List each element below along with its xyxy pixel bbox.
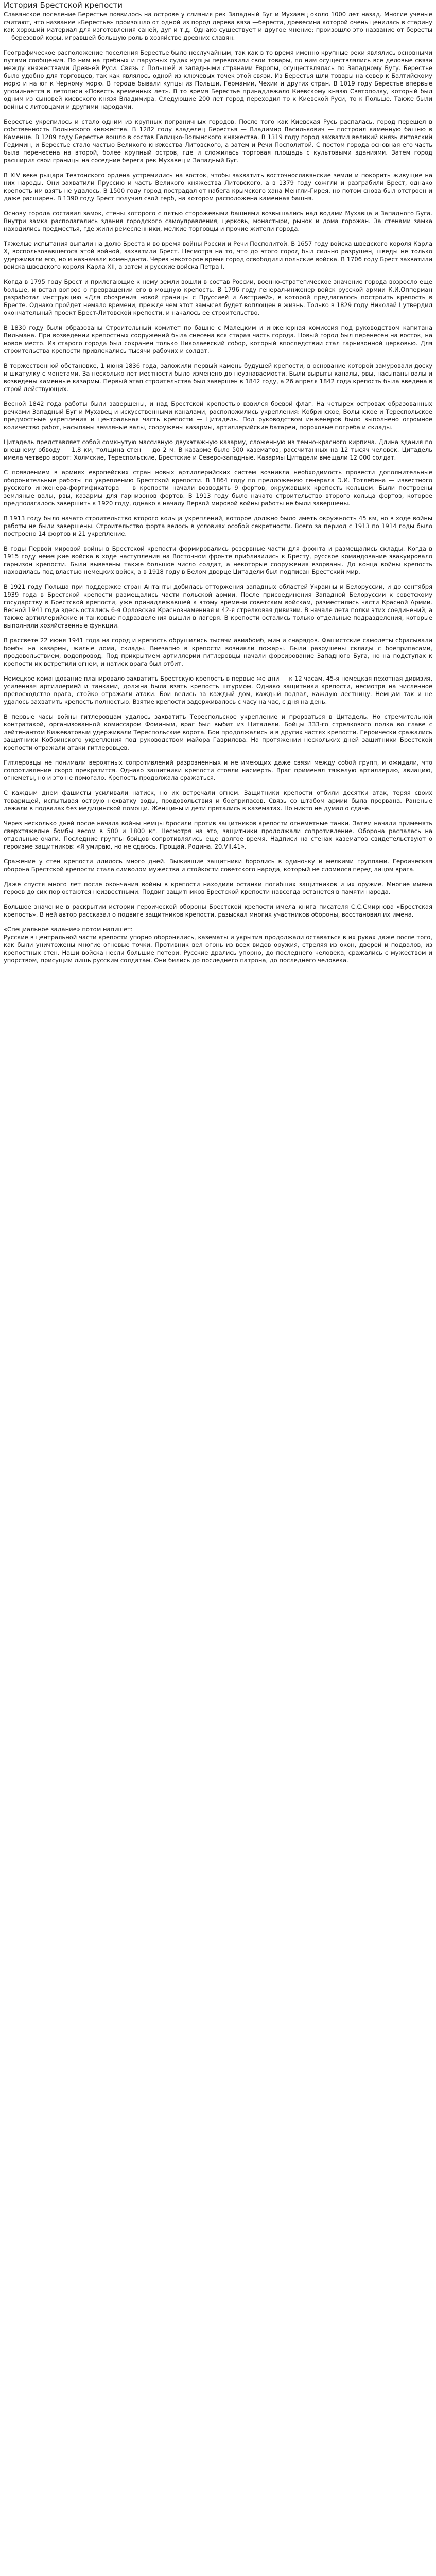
- article-paragraph: В торжественной обстановке, 1 июня 1836 года, заложили первый камень будущей крепости, в основание которой замуровали доску и шкатулку с монетами. За несколько лет местности было изменено до неузнаваемости. Были вырыты каналы, рвы, насыпаны валы и возведены каменные казармы. Первый этап строительства был завершен в 1842 году, а 26 апреля 1842 года крепость была введена в строй действующих.: [4, 362, 432, 393]
- article-paragraph: Основу города составил замок, стены которого с пятью сторожевыми башнями возвышались над водами Мухавца и Западного Буга. Внутри замка располагались здания городского самоуправления, церковь, монастыри, рынок и дома горожан. За стенами замка находились предместья, где жили ремесленники, мелкие торговцы и прочие жители города.: [4, 210, 432, 232]
- article-paragraph: В 1830 году были образованы Строительный комитет по башне с Малецким и инженерная комиссия под руководством капитана Вильмана. При возведении крепостных сооружений была снесена вся старая часть города. Новый город был перенесен на восток, на новое место. Из старого города был сохранен только Николаевский собор, который впоследствии стал гарнизонной церковью. Для строительства крепости привлекались тысячи рабочих и солдат.: [4, 324, 432, 354]
- article-paragraph: Русские в центральной части крепости упорно оборонялись, казематы и укрытия продолжали оставаться в их руках даже после того, как были уничтожены многие огневые точки. Противник вел огонь из всех видов оружия, стреляя из окон, дверей и подвалов, из крепостных стен. Наши войска несли большие потери. Русские дрались упорно, до последнего человека, сражались с мужеством и упорством, присущим лишь русским солдатам. Они бились до последнего патрона, до последнего человека.: [4, 934, 432, 964]
- article-paragraph: Тяжелые испытания выпали на долю Бреста и во время войны России и Речи Посполитой. В 1657 году войска шведского короля Карла X, воспользовавшегося этой войной, захватили Брест. Несмотря на то, что до этого город был сильно разрушен, шведы не только удерживали его, но и назначали коменданта. Через некоторое время город освободили польские войска. В 1706 году Брест захватили войска шведского короля Карла XII, а затем и русские войска Петра I.: [4, 240, 432, 270]
- article-paragraph: В первые часы войны гитлеровцам удалось захватить Тереспольское укрепление и прорваться в Цитадель. Но стремительной контратакой, организованной комиссаром Фоминым, враг был выбит из Цитадели. Бойцы 333-го стрелкового полка во главе с лейтенантом Кижеватовым удерживали Тереспольские ворота. Бои продолжались и в других частях крепости. Героически сражались защитники Кобринского укрепления под руководством майора Гаврилова. На протяжении нескольких дней защитники Брестской крепости отражали атаки гитлеровцев.: [4, 713, 432, 751]
- article-paragraph: В рассвете 22 июня 1941 года на город и крепость обрушились тысячи авиабомб, мин и снарядов. Фашистские самолеты сбрасывали бомбы на казармы, жилые дома, склады. Внезапно в крепости возникли пожары. Были разрушены склады с боеприпасами, продовольствием, водопровод. Под прикрытием артиллерии гитлеровцы начали форсирование Западного Буга, но на подступах к крепости их встретили огнем, и натиск врага был отбит.: [4, 637, 432, 667]
- article-paragraph: Когда в 1795 году Брест и прилегающие к нему земли вошли в состав России, военно-стратегическое значение города возросло еще больше, и встал вопрос о превращении его в мощную крепость. В 1796 году генерал-инженер войск русской армии К.И.Опперман разработал инструкцию «Для обозрения новой границы с Пруссией и Австрией», в которой предлагалось построить крепость в Бресте. Однако пройдет немало времени, прежде чем этот замысел будет воплощен в жизнь. Только в 1829 году Николай I утвердил окончательный проект Брест-Литовской крепости, и началось ее строительство.: [4, 278, 432, 316]
- article-paragraph: Гитлеровцы не понимали вероятных сопротивлений разрозненных и не имеющих даже связи между собой групп, и ожидали, что сопротивление скоро прекратится. Однако защитники крепости стояли насмерть. Враг применял тяжелую артиллерию, авиацию, огнеметы, но и это не помогало. Крепость продолжала сражаться.: [4, 759, 432, 782]
- article-body: [4, 11, 432, 964]
- article-paragraph: С каждым днем фашисты усиливали натиск, но их встречали огнем. Защитники крепости отбили десятки атак, теряя своих товарищей, испытывая острую нехватку воды, продовольствия и боеприпасов. Связь со штабом армии была прервана. Раненые лежали в подвалах без медицинской помощи. Женщины и дети прятались в казематах. Но никто не думал о сдаче.: [4, 789, 432, 812]
- article-paragraph: Немецкое командование планировало захватить Брестскую крепость в первые же дни — к 12 часам. 45-я немецкая пехотная дивизия, усиленная артиллерией и танками, должна была взять крепость штурмом. Однако защитники крепости, несмотря на численное превосходство врага, стойко отражали атаки. Бои велись за каждый дом, каждый подвал, каждую лестницу. Немцам так и не удалось захватить крепость полностью. Взятие крепости задерживалось с часу на час, с дня на день.: [4, 675, 432, 705]
- article-paragraph: В годы Первой мировой войны в Брестской крепости формировались резервные части для фронта и размещались склады. Когда в 1915 году немецкие войска в ходе наступления на Восточном фронте приблизились к Бресту, русское командование эвакуировало гарнизон крепости. Были вывезены также большое число солдат, а некоторые сооружения взорваны. До конца войны крепость находилась под властью немецких войск, а в 1918 году в Белом дворце Цитадели был подписан Брестский мир.: [4, 545, 432, 575]
- article-paragraph: Славянское поселение Берестье появилось на острове у слияния рек Западный Буг и Мухавец около 1000 лет назад. Многие ученые считают, что название «Берестье» произошло от одной из пород дерева вяза —береста, древесина которой очень ценилась в старину как хороший материал для изготовления саней, дуг и т.д. Однако существует и другое мнение: произошло это название от бересты — березовой коры, игравшей большую роль в хозяйстве древних славян.: [4, 11, 432, 41]
- article-paragraph: Большое значение в раскрытии истории героической обороны Брестской крепости имела книга писателя С.С.Смирнова «Брестская крепость». В ней автор рассказал о подвиге защитников крепости, разыскал многих участников обороны, восстановил их имена.: [4, 903, 432, 918]
- article-paragraph: В 1921 году Польша при поддержке стран Антанты добилась отторжения западных областей Украины и Белоруссии, и до сентября 1939 года в Брестской крепости размещались части польской армии. После присоединения Западной Белоруссии к советскому государству в Брестской крепости, уже принадлежавшей к этому времени советским войскам, разместились части Красной Армии. Весной 1941 года здесь остались 6-я Орловская Краснознаменная и 42-я стрелковая дивизии. В начале лета полки этих соединений, а также артиллерийские и танковые подразделения вышли в лагеря. В крепости остались только отдельные подразделения, которые выполняли хозяйственные функции.: [4, 583, 432, 629]
- article-paragraph: Берестье укрепилось и стало одним из крупных пограничных городов. После того как Киевская Русь распалась, город перешел в собственность Волынского княжества. В 1282 году владелец Берестья — Владимир Василькович — построил каменную башню в Каменце. В 1289 году Берестье вошло в состав Галицко-Волынского княжества. В 1319 году город захватил великий князь литовский Гедимин, и Берестье стало частью Великого княжества Литовского, а затем и Речи Посполитой. С постом города основная его часть была перенесена на второй, более крупный остров, где и сложилась торговая площадь с культовыми зданиями. Затем город расширил свои границы на соседние берега рек Мухавец и Западный Буг.: [4, 118, 432, 164]
- article-paragraph: Географическое расположение поселения Берестье было неслучайным, так как в то время именно крупные реки являлись основными путями сообщения. По ним на гребных и парусных судах купцы перевозили свои товары, по ним осуществлялись все деловые связи между княжествами Древней Руси. Связь с Польшей и западными странами Европы, осуществлялась по Западному Бугу. Берестье было удобно для торговцев, так как являлось одной из ключевых точек этой связи. Из Берестья шли товары на север к Балтийскому морю и на юг к Черному морю. В городе бывали купцы из Польши, Германии, Чехии и других стран. В 1019 году Берестье впервые упоминается в летописи «Повесть временных лет». В то время Берестье принадлежало Киевскому князю Святополку, который был одним из сыновей киевского князя Владимира. Следующие 200 лет город переходил то к Киевской Руси, то к Польше. Также были войны с литовцами и другими народами.: [4, 49, 432, 110]
- article-paragraph: Через несколько дней после начала войны немцы бросили против защитников крепости огнеметные танки. Затем начали применять сверхтяжелые бомбы весом в 500 и 1800 кг. Несмотря на это, защитники продолжали сопротивление. Оборона распалась на отдельные очаги. Последние группы бойцов сопротивлялись еще долгое время. Надписи на стенах казематов свидетельствуют о героизме защитников: «Я умираю, но не сдаюсь. Прощай, Родина. 20.VII.41».: [4, 820, 432, 850]
- article-paragraph: Сражение у стен крепости длилось много дней. Выжившие защитники боролись в одиночку и мелкими группами. Героическая оборона Брестской крепости стала символом мужества и стойкости советского народа, который не сломился перед лицом врага.: [4, 858, 432, 873]
- article-paragraph: В 1913 году было начато строительство второго кольца укреплений, которое должно было иметь окружность 45 км, но в ходе войны работы не были завершены. Строительство форта велось в условиях особой секретности. Всего за период с 1913 по 1914 годы было построено 14 фортов и 21 укрепление.: [4, 515, 432, 537]
- article-paragraph: Весной 1842 года работы были завершены, и над Брестской крепостью взвился боевой флаг. На четырех островах образованных речками Западный Буг и Мухавец и искусственными каналами, расположились укрепления: Кобринское, Волынское и Тереспольское предмостные укрепления и центральная часть крепости — Цитадель. Под руководством инженеров было выполнено огромное количество работ, насыпаны земляные валы, сооружены казармы, артиллерийские батареи, пороховые погреба и склады.: [4, 400, 432, 431]
- article-paragraph: Даже спустя много лет после окончания войны в крепости находили останки погибших защитников и их оружие. Многие имена героев до сих пор остаются неизвестными. Подвиг защитников Брестской крепости навсегда останется в памяти народа.: [4, 880, 432, 895]
- article: [0, 0, 436, 964]
- article-paragraph: В XIV веке рыцари Тевтонского ордена устремились на восток, чтобы захватить восточнославянские земли и покорить живущие на них народы. Они захватили Пруссию и часть Великого княжества Литовского, а в 1379 году сожгли и разграбили Брест, однако крепость им взять не удалось. В 1500 году город пострадал от набега крымского хана Менгли-Гирея, но потом снова был отстроен и даже расширен. В 1390 году Брест получил свой герб, на котором расположена каменная башня.: [4, 172, 432, 202]
- article-paragraph: «Специальное задание» потом напишет:: [4, 926, 133, 933]
- page-title: История Брестской крепости: [4, 1, 123, 10]
- article-paragraph: Цитадель представляет собой сомкнутую массивную двухэтажную казарму, сложенную из темно-красного кирпича. Длина здания по внешнему обводу — 1,8 км, толщина стен — до 2 м. В казарме было 500 казематов, рассчитанных на 12 тысяч человек. Цитадель имела четверо ворот: Холмские, Тереспольские, Брестские и Северо-западные. Казармы Цитадели вмещали 12 000 солдат.: [4, 438, 432, 461]
- article-paragraph: С появлением в армиях европейских стран новых артиллерийских систем возникла необходимость провести дополнительные оборонительные работы по укреплению Брестской крепости. В 1864 году по предложению генерала Э.И. Тотлебена — известного русского инженера-фортификатора — в крепости начали возводить 9 фортов, окружавших крепость кольцом. Были построены земляные валы, рвы, казармы для гарнизонов фортов. В 1913 году было начато строительство второго кольца фортов, которое предполагалось завершить к 1920 году, однако к началу Первой мировой войны работы не были завершены.: [4, 469, 432, 507]
